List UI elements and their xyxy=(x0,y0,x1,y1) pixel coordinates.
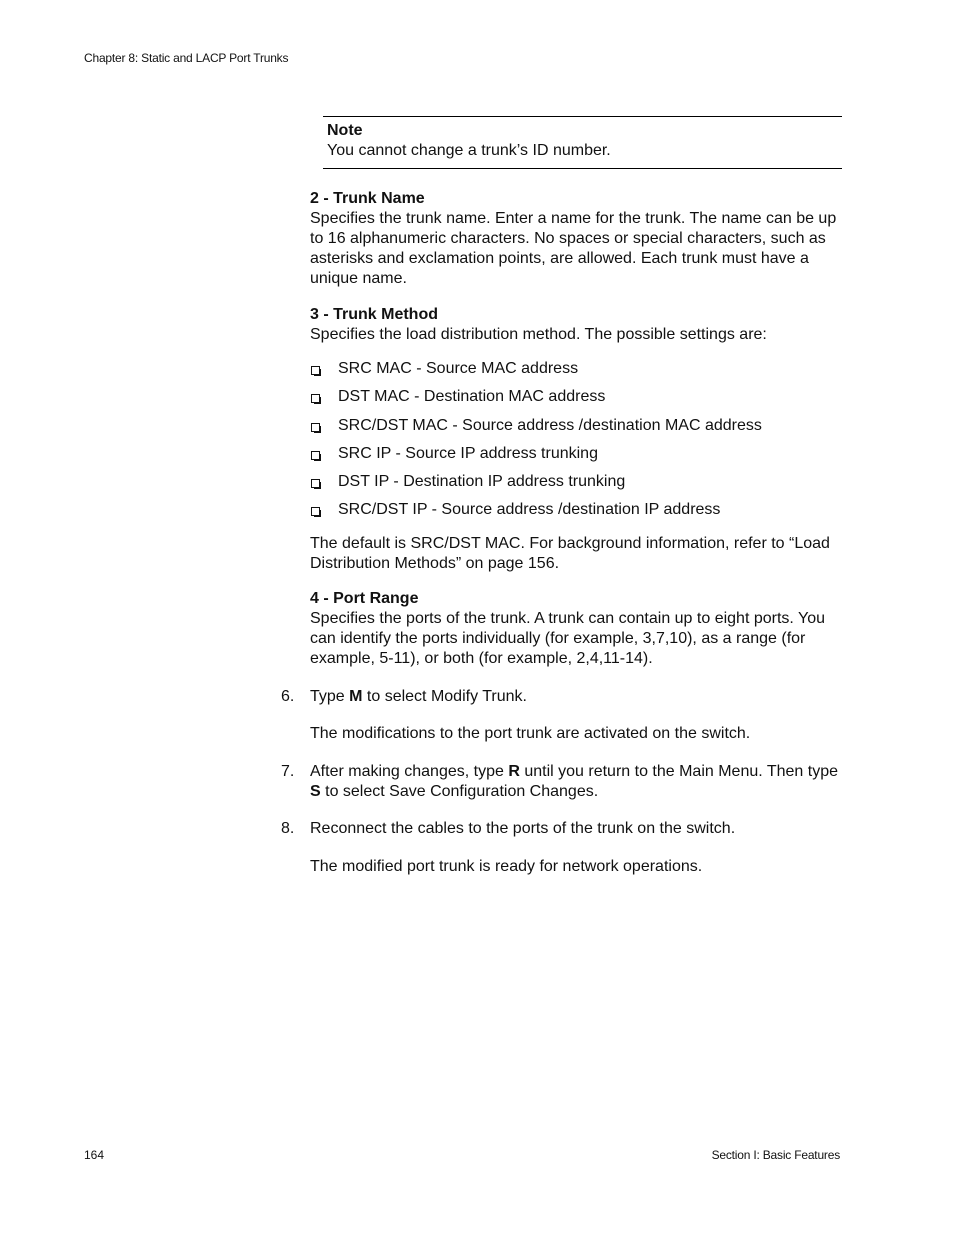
port-range-heading: 4 - Port Range xyxy=(310,590,419,607)
port-range-text: Specifies the ports of the trunk. A trunk can contain up to eight ports. You can identify the ports individually (for example, 3,7,10), as a range (for example, 5-11), or both (for example, 2,4,11-14). xyxy=(310,610,825,667)
step-7-text: After making changes, type R until you return to the Main Menu. Then type S to select Save Configuration Changes. xyxy=(310,763,838,800)
note-title: Note xyxy=(327,122,363,139)
checkbox-bullet-icon xyxy=(311,423,320,432)
trunk-name-heading: 2 - Trunk Name xyxy=(310,190,425,207)
port-range-section xyxy=(310,589,845,669)
trunk-name-text: Specifies the trunk name. Enter a name for the trunk. The name can be up to 16 alphanumeric characters. No spaces or special characters, such as asterisks and exclamation points, are allowed. Each trunk must have a unique name. xyxy=(310,210,837,287)
default-method-text: The default is SRC/DST MAC. For background information, refer to “Load Distribution Methods” on page 156. xyxy=(310,535,830,572)
trunk-method-section xyxy=(310,305,845,345)
note-text: You cannot change a trunk’s ID number. xyxy=(327,142,611,159)
step-number: 6. xyxy=(281,688,295,705)
page-number: 164 xyxy=(84,1148,105,1162)
checkbox-bullet-icon xyxy=(311,451,320,460)
trunk-name-section xyxy=(310,189,845,289)
section-footer: Section I: Basic Features xyxy=(711,1148,840,1162)
step-number: 7. xyxy=(281,763,295,780)
trunk-method-text: Specifies the load distribution method. The possible settings are: xyxy=(310,326,767,343)
checkbox-bullet-icon xyxy=(311,366,320,375)
step-number: 8. xyxy=(281,820,295,837)
trunk-method-heading: 3 - Trunk Method xyxy=(310,306,438,323)
step-8-text: Reconnect the cables to the ports of the trunk on the switch. xyxy=(310,820,736,837)
step-6-result: The modifications to the port trunk are activated on the switch. xyxy=(310,725,751,742)
note-box xyxy=(323,116,842,169)
checkbox-bullet-icon xyxy=(311,479,320,488)
step-6-text: Type M to select Modify Trunk. xyxy=(310,688,527,705)
running-header: Chapter 8: Static and LACP Port Trunks xyxy=(84,51,289,65)
step-8-result: The modified port trunk is ready for network operations. xyxy=(310,858,703,875)
checkbox-bullet-icon xyxy=(311,507,320,516)
checkbox-bullet-icon xyxy=(311,394,320,403)
